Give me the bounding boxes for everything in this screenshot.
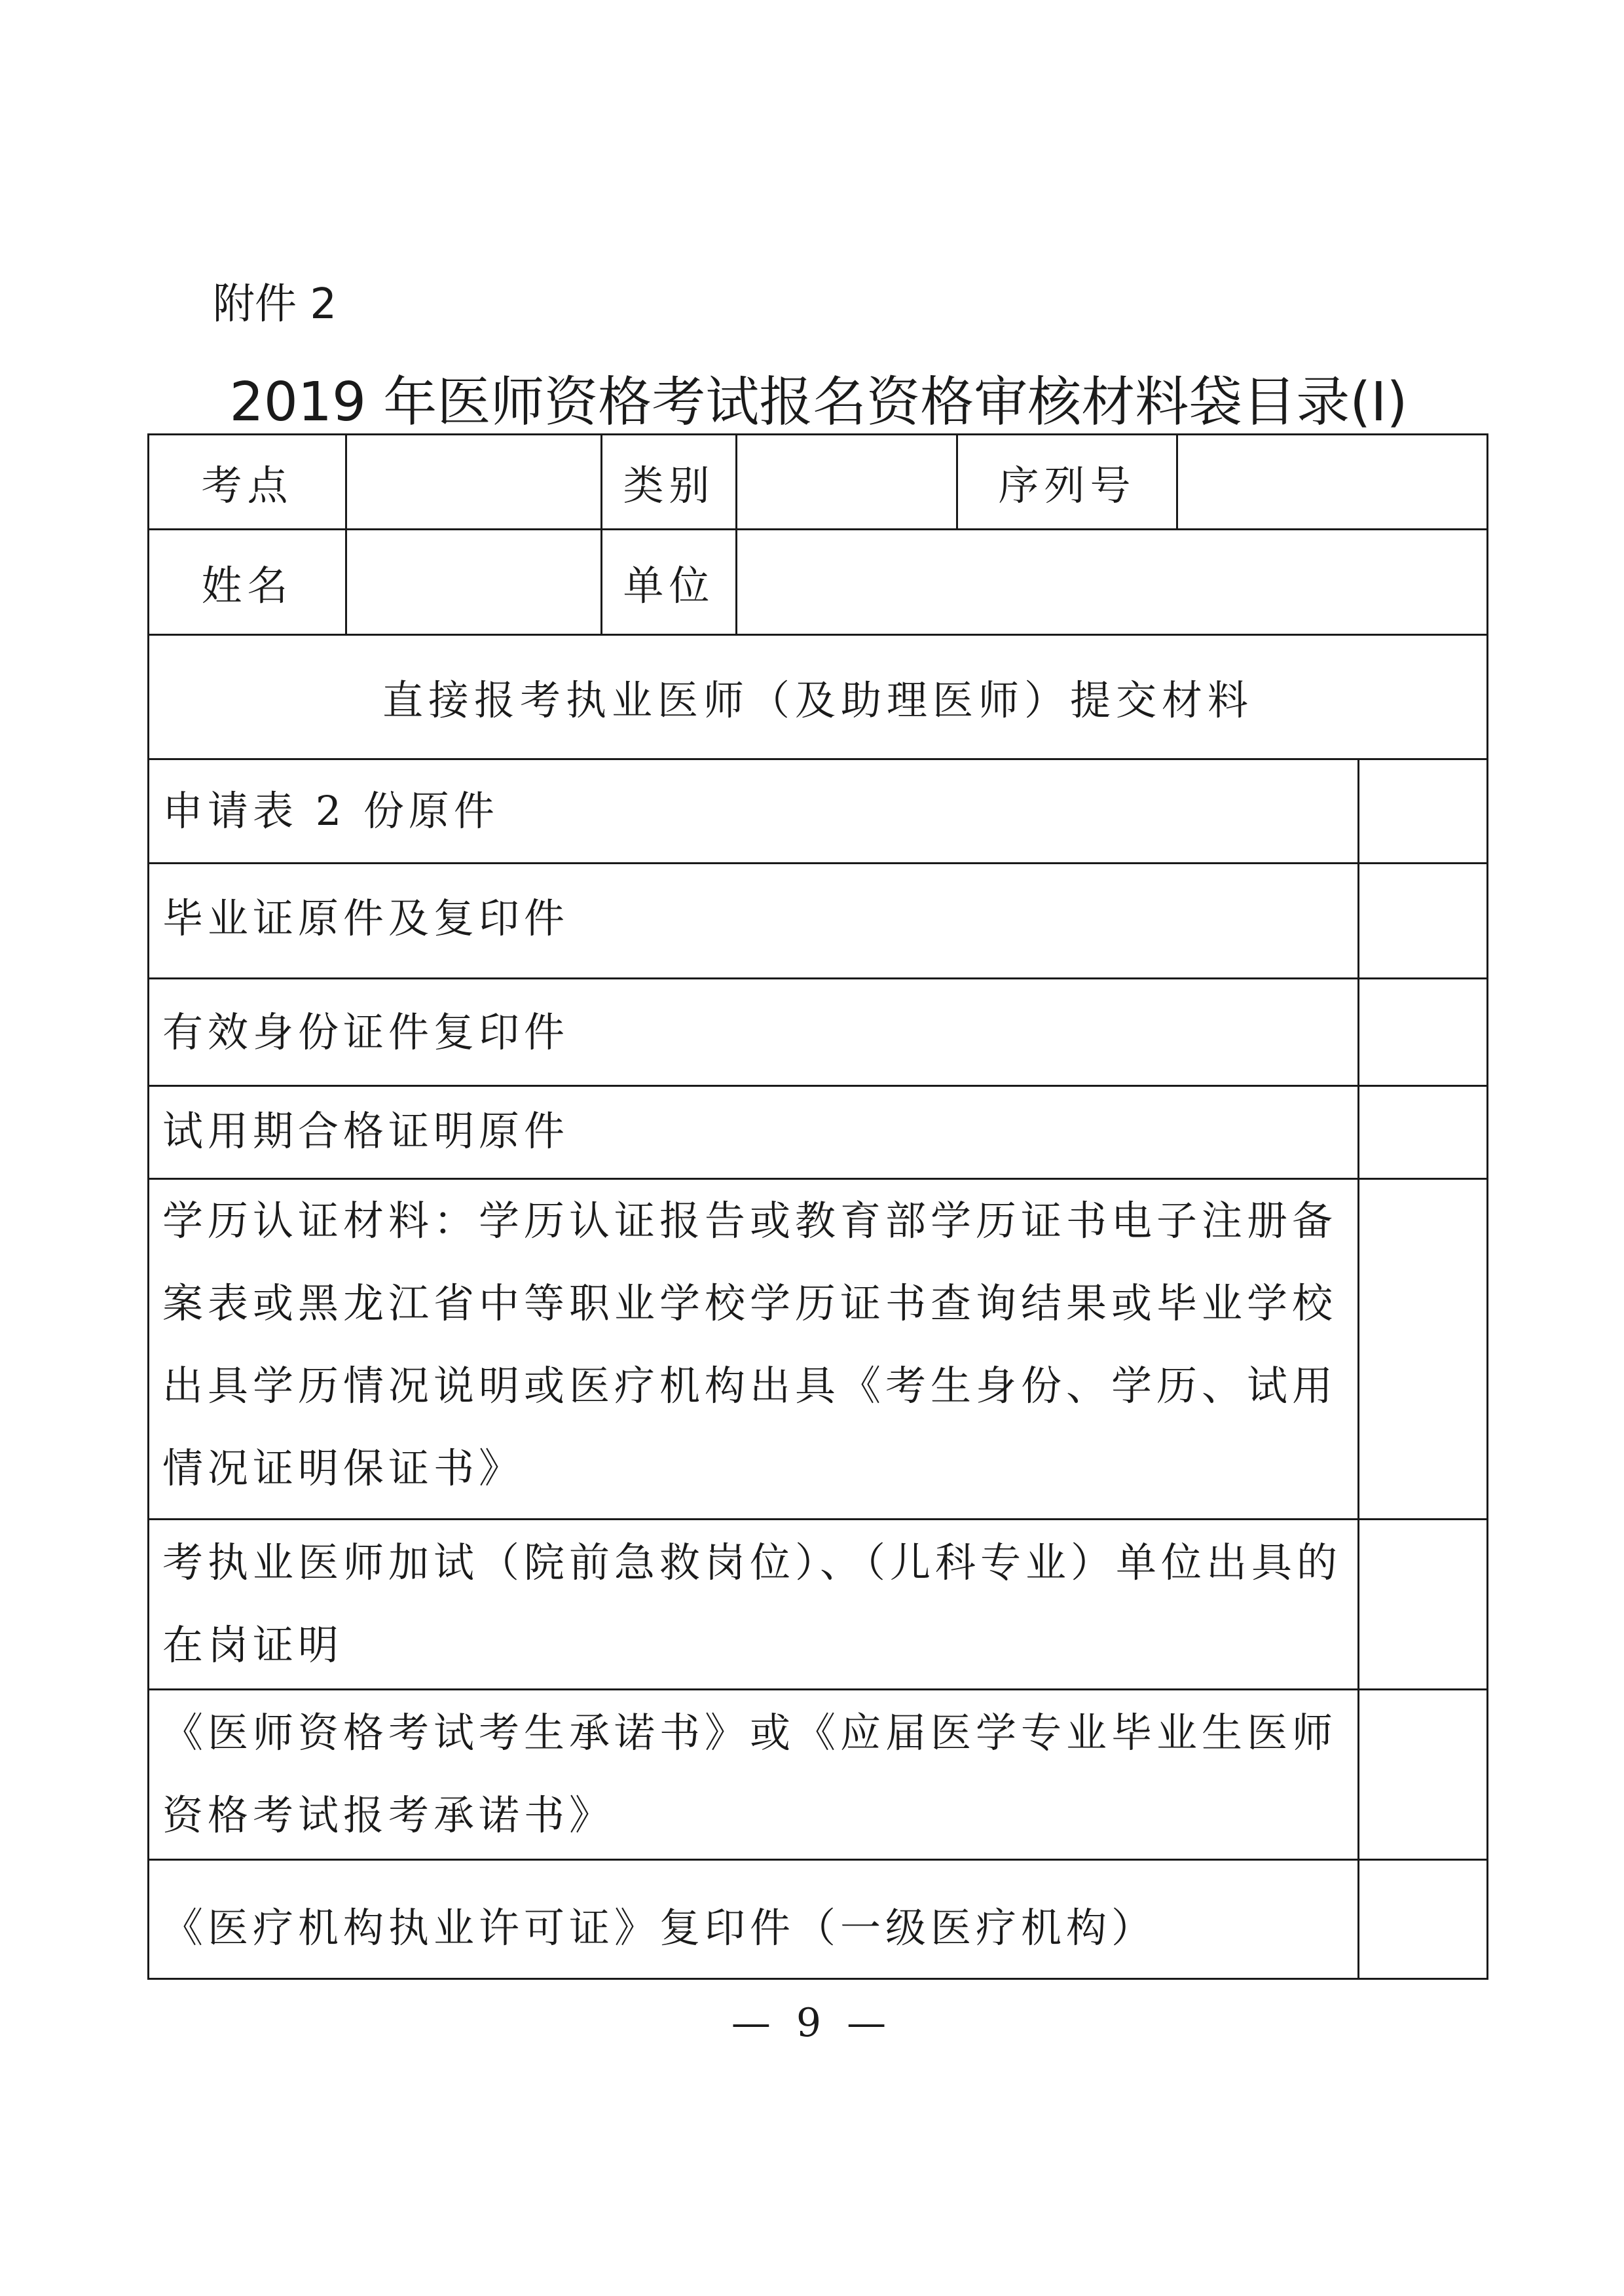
serial-label: 序列号 <box>998 461 1136 509</box>
material-item-probation-certificate: 试用期合格证明原件 <box>162 1107 570 1155</box>
section-title: 直接报考执业医师（及助理医师）提交材料 <box>382 676 1253 724</box>
attachment-label: 附件 2 <box>213 280 337 329</box>
material-check-cell[interactable] <box>1359 1180 1488 1518</box>
material-item-application-form: 申请表 2 份原件 <box>162 787 499 835</box>
name-label: 姓名 <box>201 561 293 610</box>
material-check-cell[interactable] <box>1359 1861 1488 1978</box>
material-item-on-duty-proof: 考执业医师加试（院前急救岗位）、（儿科专业）单位出具的在岗证明 <box>162 1539 1342 1669</box>
exam-site-field[interactable] <box>347 435 600 528</box>
material-item-institution-license: 《医疗机构执业许可证》复印件（一级医疗机构） <box>162 1904 1157 1952</box>
document-title: 2019 年医师资格考试报名资格审核材料袋目录(I) <box>229 371 1408 433</box>
materials-checklist-table <box>147 433 1488 1980</box>
material-check-cell[interactable] <box>1359 864 1488 977</box>
material-item-diploma: 毕业证原件及复印件 <box>162 894 570 942</box>
material-check-cell[interactable] <box>1359 1690 1488 1859</box>
unit-label: 单位 <box>623 561 715 610</box>
material-check-cell[interactable] <box>1359 979 1488 1085</box>
material-check-cell[interactable] <box>1359 1087 1488 1178</box>
name-field[interactable] <box>347 530 600 634</box>
material-item-id-copy: 有效身份证件复印件 <box>162 1008 570 1056</box>
material-item-commitment-letter: 《医师资格考试考生承诺书》或《应届医学专业毕业生医师资格考试报考承诺书》 <box>162 1709 1338 1839</box>
material-check-cell[interactable] <box>1359 760 1488 862</box>
material-check-cell[interactable] <box>1359 1520 1488 1688</box>
exam-site-label: 考点 <box>201 461 293 509</box>
unit-field[interactable] <box>737 530 1488 634</box>
serial-field[interactable] <box>1178 435 1488 528</box>
material-item-education-verification: 学历认证材料：学历认证报告或教育部学历证书电子注册备案表或黑龙江省中等职业学校学历证书查询结果或毕业学校出具学历情况说明或医疗机构出具《考生身份、学历、试用情况证明保证书》 <box>162 1197 1338 1492</box>
page-number: — 9 — <box>731 2000 893 2046</box>
category-field[interactable] <box>737 435 956 528</box>
category-label: 类别 <box>623 461 715 509</box>
